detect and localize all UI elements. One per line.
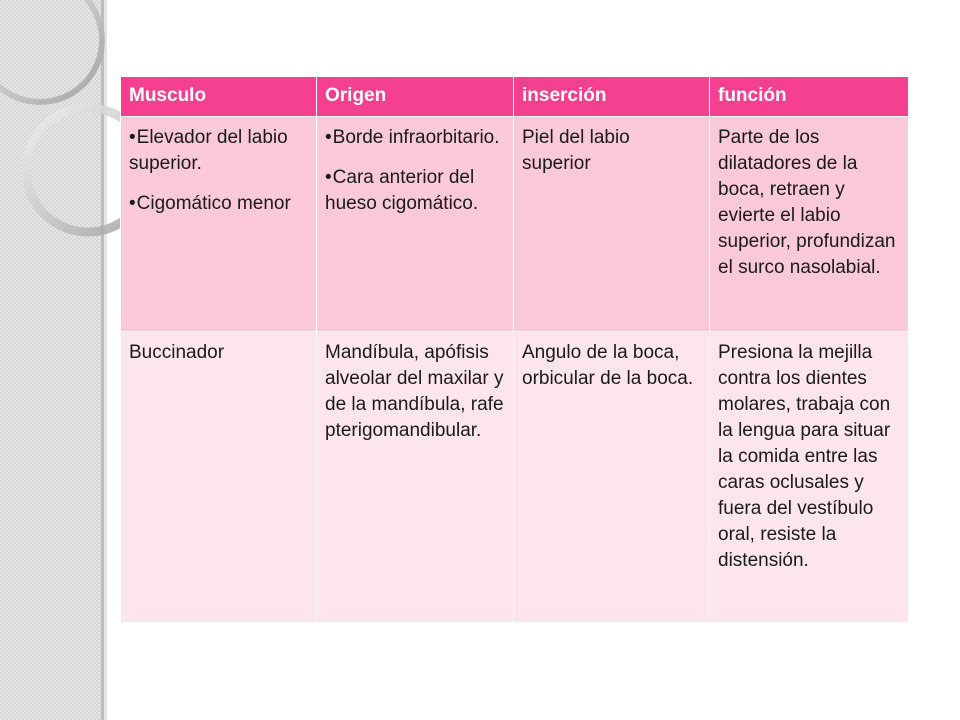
header-musculo: Musculo — [121, 77, 317, 117]
cell-funcion: Presiona la mejilla contra los dientes molares, trabaja con la lengua para situar la comida entre las caras oclusales y fuera del vestíbulo oral, resiste la distensión. — [710, 332, 909, 623]
bullet-text: Elevador del labio superior. — [129, 127, 288, 174]
cell-musculo — [121, 117, 317, 332]
table-row — [121, 117, 909, 332]
header-funcion: función — [710, 77, 909, 117]
header-insercion: inserción — [514, 77, 710, 117]
bullet-text: Cigomático menor — [136, 193, 291, 214]
table-row — [121, 332, 909, 623]
cell-insercion: Angulo de la boca, orbicular de la boca. — [514, 332, 710, 623]
muscle-table — [120, 76, 909, 623]
cell-musculo: Buccinador — [121, 332, 317, 623]
bullet-text: Borde infraorbitario. — [332, 127, 500, 148]
cell-origen — [317, 117, 514, 332]
bullet-item: •Elevador del labio superior. — [129, 127, 288, 174]
cell-origen: Mandíbula, apófisis alveolar del maxilar y de la mandíbula, rafe pterigomandibular. — [317, 332, 514, 623]
table-header-row — [121, 77, 909, 117]
bullet-item: •Cara anterior del hueso cigomático. — [325, 167, 479, 214]
cell-insercion: Piel del labio superior — [514, 117, 710, 332]
decorative-side-band — [0, 0, 104, 720]
bullet-item: •Borde infraorbitario. — [325, 127, 500, 148]
cell-funcion: Parte de los dilatadores de la boca, retraen y evierte el labio superior, profundizan el surco nasolabial. — [710, 117, 909, 332]
header-origen: Origen — [317, 77, 514, 117]
bullet-item: •Cigomático menor — [129, 193, 291, 214]
bullet-text: Cara anterior del hueso cigomático. — [325, 167, 479, 214]
